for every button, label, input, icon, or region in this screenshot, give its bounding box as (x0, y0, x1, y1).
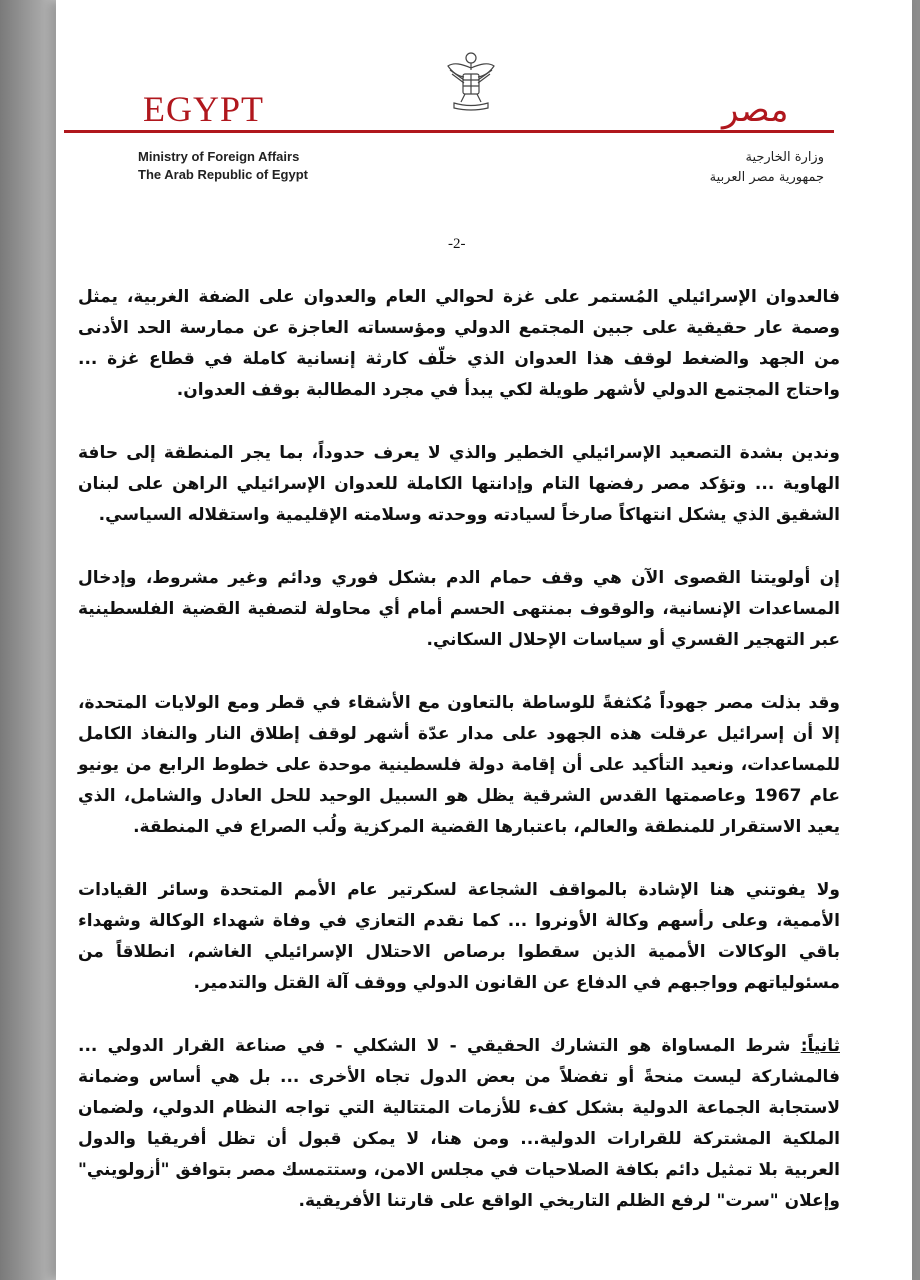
letter-body (78, 282, 840, 1217)
background-margin (0, 0, 56, 1280)
paragraph-secondly (78, 1031, 840, 1217)
paragraph: إن أولويتنا القصوى الآن هي وقف حمام الدم بشكل فوري ودائم وغير مشروط، وإدخال المساعدات الإنسانية، والوقوف بمنتهى الحسم أمام أي محاولة لتصفية القضية الفلسطينية عبر التهجير القسري أو سياسات الإحلال السكاني. (78, 568, 840, 650)
paragraph: وقد بذلت مصر جهوداً مُكثفةً للوساطة بالتعاون مع الأشقاء في قطر ومع الولايات المتحدة، إلا أن إسرائيل عرقلت هذه الجهود على مدار عدّة أشهر لوقف إطلاق النار والنفاذ الكامل للمساعدات، ونعيد التأكيد على أن إقامة دولة فلسطينية موحدة على خطوط الرابع من يونيو عام 1967 وعاصمتها القدس الشرقية يظل هو السبيل الوحيد للحل العادل والشامل، الذي يعيد الاستقرار للمنطقة والعالم، باعتبارها القضية المركزية ولُب الصراع في المنطقة. (78, 693, 840, 837)
paragraph: وندين بشدة التصعيد الإسرائيلي الخطير والذي لا يعرف حدوداً، بما يجر المنطقة إلى حافة الهاوية ... وتؤكد مصر رفضها التام وإدانتها الكاملة للعدوان الإسرائيلي الراهن على لبنان الشقيق الذي يشكل انتهاكاً صارخاً لسيادته ووحدته وسلامته الإقليمية واستقلاله السياسي. (78, 443, 840, 525)
brand-en: EGYPT (143, 89, 264, 129)
ministry-ar-line2: جمهورية مصر العربية (709, 170, 824, 185)
brand-ar: مصر (722, 90, 789, 130)
eagle-emblem-icon (446, 50, 496, 112)
ministry-ar-line1: وزارة الخارجية (745, 150, 824, 165)
paragraph: فالعدوان الإسرائيلي المُستمر على غزة لحوالي العام والعدوان على الضفة الغربية، يمثل وصمة عار حقيقية على جبين المجتمع الدولي ومؤسساته العاجزة عن ممارسة الحد الأدنى من الجهد والضغط لوقف هذا العدوان الذي خلّف كارثة إنسانية كاملة في قطاع غزة ... واحتاج المجتمع الدولي لأشهر طويلة لكي يبدأ في مجرد المطالبة بوقف العدوان. (78, 287, 840, 400)
header-divider (64, 130, 834, 133)
page-number: -2- (448, 236, 466, 252)
paragraph: ولا يفوتني هنا الإشادة بالمواقف الشجاعة لسكرتير عام الأمم المتحدة وسائر القيادات الأممية، وعلى رأسهم وكالة الأونروا ... كما نقدم التعازي في وفاة شهداء الوكالة وشهداء باقي الوكالات الأممية الذين سقطوا برصاص الاحتلال الإسرائيلي الغاشم، انطلاقاً من مسئولياتهم وواجبهم في الدفاع عن القانون الدولي ووقف آلة القتل والتدمير. (78, 880, 840, 993)
secondly-text: شرط المساواة هو التشارك الحقيقي - لا الشكلي - في صناعة القرار الدولي ... فالمشاركة ليست منحةً أو تفضلاً من بعض الدول تجاه الأخرى ... بل هي أساس وضمانة لاستجابة الجماعة الدولية بشكل كفء للأزمات المتتالية التي تواجه النظام الدولي، ولضمان الملكية المشتركة للقرارات الدولية... ومن هنا، لا يمكن قبول أن تظل أفريقيا والدول العربية بلا تمثيل دائم بكافة الصلاحيات في مجلس الامن، وستتمسك مصر بتوافق "أزولويني" وإعلان "سرت" لرفع الظلم التاريخي الواقع على قارتنا الأفريقية. (78, 1036, 840, 1211)
ministry-en-line1: Ministry of Foreign Affairs (138, 149, 300, 164)
ministry-ar (710, 148, 824, 188)
ministry-en-line2: The Arab Republic of Egypt (138, 167, 308, 182)
secondly-label: ثانياً: (800, 1036, 840, 1056)
ministry-en (138, 148, 308, 184)
